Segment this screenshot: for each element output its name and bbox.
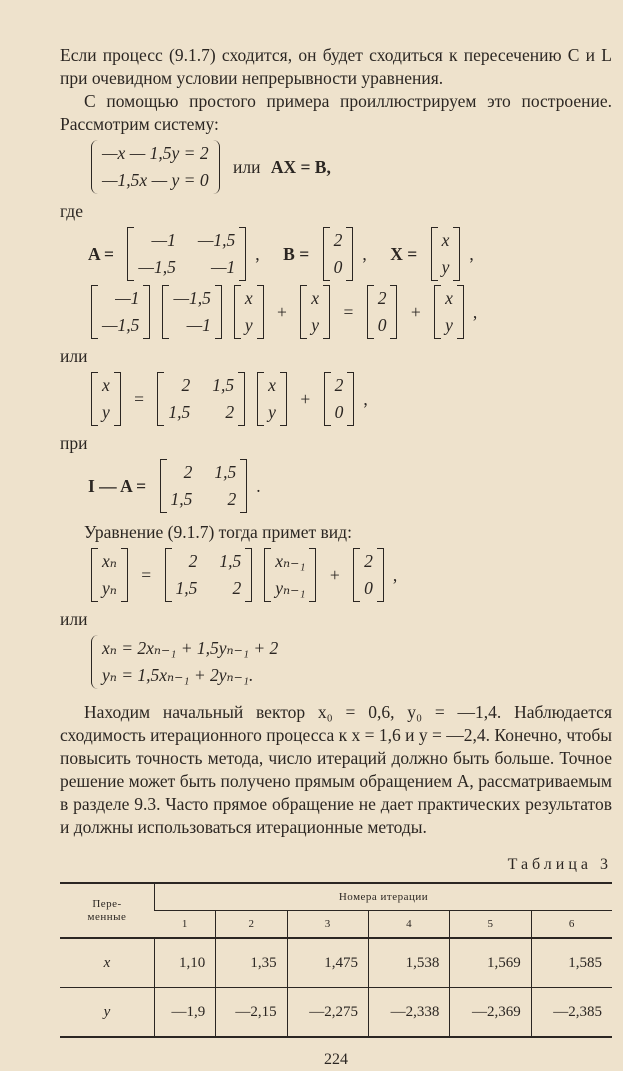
equation-text: + (295, 388, 315, 409)
equation-text: X = (390, 243, 422, 264)
matrix-cell: y (441, 257, 450, 277)
bracket-left (91, 635, 98, 689)
table-cell: —2,275 (287, 988, 368, 1038)
matrix-cells (98, 140, 213, 194)
header-iteration-6: 6 (531, 911, 612, 939)
matrix-cell: 1,5 (170, 489, 193, 509)
bracket-left (165, 548, 172, 602)
word-or-2: или (60, 609, 88, 629)
bracket-right (238, 372, 245, 426)
matrix-cell: 2 (225, 402, 235, 422)
table-cell: 1,585 (531, 938, 612, 988)
bracket-left (157, 372, 164, 426)
matrix (165, 548, 253, 602)
matrix (367, 285, 398, 339)
equation-text: , (472, 301, 478, 322)
equation-i-minus-a (88, 459, 612, 513)
bracket-left (264, 548, 271, 602)
equation-text: , (362, 243, 385, 264)
bracket-left (367, 285, 374, 339)
word-or-1: или (60, 346, 88, 366)
bracket-right (309, 548, 316, 602)
table-caption: Таблица 3 (507, 856, 612, 873)
matrix-cells (241, 285, 257, 339)
table-cell: —1,9 (155, 988, 216, 1038)
matrix-cell: 0 (377, 315, 387, 335)
bracket-left (91, 548, 98, 602)
bracket-left (160, 459, 167, 513)
matrix (160, 459, 248, 513)
equation-text: , (255, 243, 278, 264)
matrix-cells (172, 548, 246, 602)
matrix-cells (164, 372, 238, 426)
matrix-cells (134, 227, 239, 281)
matrix-cells (98, 548, 121, 602)
header-iteration-2: 2 (216, 911, 287, 939)
bracket-right (143, 285, 150, 339)
paragraph-convergence: Если процесс (9.1.7) сходится, он будет сходиться к пересечению C и L при очевидном условии непрерывности уравнения. (60, 45, 612, 88)
matrix (91, 548, 128, 602)
matrix (431, 227, 461, 281)
bracket-left (91, 372, 98, 426)
matrix-cell: 2 (334, 375, 344, 395)
iteration-table (60, 882, 612, 1038)
paragraph-example: С помощью простого примера проиллюстрируем это построение. Рассмотрим систему: (60, 91, 612, 134)
table-cell: 1,569 (450, 938, 531, 988)
matrix-cells (374, 285, 391, 339)
equation-text: B = (283, 243, 314, 264)
matrix-cell: 2 (227, 489, 237, 509)
table-cell: 1,538 (368, 938, 449, 988)
matrix-cell: yₙ₋₁ (275, 578, 306, 598)
bracket-left (234, 285, 241, 339)
matrix-cell: y (244, 315, 253, 335)
table-cell: —2,385 (531, 988, 612, 1038)
matrix-cells (330, 227, 347, 281)
paragraph-equation-form: Уравнение (9.1.7) тогда примет вид: (84, 522, 352, 542)
bracket-left (300, 285, 307, 339)
table-cell: —2,15 (216, 988, 287, 1038)
matrix-cell: —1,5 (102, 315, 140, 335)
bracket-right (257, 285, 264, 339)
page-number: 224 (324, 1051, 348, 1068)
matrix-cell: 2 (181, 375, 191, 395)
equation-text: A = (88, 243, 119, 264)
matrix-cell: —1 (210, 257, 236, 277)
matrix-cells (98, 635, 282, 689)
bracket-left (257, 372, 264, 426)
bracket-left (162, 285, 169, 339)
matrix-cell: y (102, 402, 110, 422)
equation-text: AX = B, (270, 156, 331, 177)
matrix-cell: 1,5 (175, 578, 198, 598)
equation-system (88, 140, 612, 194)
matrix-cell: x (244, 288, 253, 308)
bracket-right (282, 635, 288, 689)
matrix-cell: —x — 1,5y = 2 (102, 143, 209, 163)
matrix-cell: x (441, 230, 450, 250)
header-variables: Пере- менные (87, 897, 127, 923)
bracket-right (377, 548, 384, 602)
bracket-left (91, 140, 98, 194)
equation-expanded (88, 285, 612, 339)
matrix (323, 227, 354, 281)
equation-definitions (88, 227, 612, 281)
bracket-left (323, 227, 330, 281)
equation-iteration (88, 372, 612, 426)
bracket-right (215, 285, 222, 339)
bracket-right (457, 285, 464, 339)
equation-scalar (88, 635, 612, 689)
bracket-right (245, 548, 252, 602)
table-cell: 1,475 (287, 938, 368, 988)
equation-text: + (272, 301, 292, 322)
bracket-left (91, 285, 98, 339)
bracket-right (346, 227, 353, 281)
matrix-cells (360, 548, 377, 602)
matrix-cell: —1 (186, 315, 211, 335)
matrix-cells (167, 459, 241, 513)
matrix-cell: x (445, 288, 453, 308)
matrix-cell: 2 (188, 551, 198, 571)
header-iteration-5: 5 (450, 911, 531, 939)
equation-text: = (339, 301, 358, 322)
matrix-cell: yₙ = 1,5xₙ₋₁ + 2yₙ₋₁. (102, 665, 254, 685)
bracket-right (213, 140, 220, 194)
equation-text: , (363, 388, 368, 409)
bracket-left (127, 227, 134, 281)
equation-text: + (406, 301, 426, 322)
matrix (257, 372, 287, 426)
table-row (60, 988, 612, 1038)
bracket-right (114, 372, 121, 426)
matrix-cells (307, 285, 323, 339)
matrix-cell: —1,5 (173, 288, 211, 308)
matrix-cell: x (311, 288, 320, 308)
matrix-cell: x (268, 375, 276, 395)
matrix-cell: 1,5 (214, 462, 237, 482)
book-page (60, 44, 612, 1071)
word-at: при (60, 433, 88, 453)
equation-text: + (325, 564, 345, 585)
equation-text: или (228, 156, 265, 177)
header-iteration-4: 4 (368, 911, 449, 939)
matrix-cell: 0 (333, 257, 343, 277)
matrix (324, 372, 355, 426)
row-variable: x (103, 954, 111, 971)
matrix-cell: —1,5x — y = 0 (102, 170, 209, 190)
equation-text: I — A = (88, 475, 151, 496)
header-iteration-3: 3 (287, 911, 368, 939)
matrix (234, 285, 264, 339)
bracket-right (347, 372, 354, 426)
matrix-cell: 2 (333, 230, 343, 250)
matrix-cell: 2 (364, 551, 373, 571)
matrix-cell: 0 (364, 578, 373, 598)
table-cell: —2,338 (368, 988, 449, 1038)
bracket-right (280, 372, 287, 426)
bracket-left (431, 227, 438, 281)
equation-text: , (392, 564, 398, 585)
matrix-cell: x (102, 375, 110, 395)
matrix (127, 227, 246, 281)
matrix-cell: xₙ (102, 551, 117, 571)
matrix-cell: y (268, 402, 276, 422)
equation-text: = (129, 388, 149, 409)
matrix-cell: y (311, 315, 320, 335)
matrix-cells (438, 227, 454, 281)
matrix-cell: 2 (232, 578, 242, 598)
matrix (264, 548, 316, 602)
table-cell: —2,369 (450, 988, 531, 1038)
matrix-cell: —1,5 (138, 257, 176, 277)
paragraph-result: Находим начальный вектор x₀ = 0,6, y₀ = —1,4. Наблюдается сходимость итерационного процесса к x = 1,6 и y = —2,4. Конечно, чтобы повысить точность метода, число итераций должно быть больше. Точное решение может быть получено прямым обращением A, рассматриваемым в разделе 9.3. Часто прямое обращение не дает практических результатов и должны использоваться итерационные методы. (60, 702, 612, 837)
header-iteration-numbers: Номера итерации (155, 883, 613, 911)
bracket-right (390, 285, 397, 339)
matrix-cell: 1,5 (168, 402, 191, 422)
matrix (91, 372, 121, 426)
matrix-cell: 2 (377, 288, 387, 308)
equation-text: = (136, 564, 156, 585)
matrix-cell: —1 (151, 230, 176, 250)
matrix (162, 285, 221, 339)
matrix (91, 635, 288, 689)
matrix-cells (98, 372, 114, 426)
table-cell: 1,10 (155, 938, 216, 988)
matrix-cell: 1,5 (212, 375, 235, 395)
matrix-cells (169, 285, 214, 339)
matrix (91, 140, 220, 194)
matrix-cell: —1 (115, 288, 140, 308)
matrix (91, 285, 150, 339)
header-iteration-1: 1 (181, 917, 188, 930)
matrix-cells (331, 372, 348, 426)
bracket-right (323, 285, 330, 339)
table-cell: 1,35 (216, 938, 287, 988)
matrix-cell: xₙ₋₁ (275, 551, 306, 571)
bracket-left (353, 548, 360, 602)
bracket-right (239, 227, 246, 281)
bracket-right (453, 227, 460, 281)
matrix-cell: yₙ (102, 578, 117, 598)
equation-recurrence (88, 548, 612, 602)
equation-text: , (469, 243, 474, 264)
bracket-right (121, 548, 128, 602)
matrix-cell: 1,5 (219, 551, 242, 571)
matrix-cell: xₙ = 2xₙ₋₁ + 1,5yₙ₋₁ + 2 (102, 638, 279, 658)
table-row (60, 938, 612, 988)
matrix-cell: —1,5 (197, 230, 236, 250)
matrix (434, 285, 464, 339)
row-variable: y (103, 1003, 111, 1020)
bracket-left (434, 285, 441, 339)
bracket-left (324, 372, 331, 426)
matrix-cell: y (445, 315, 453, 335)
word-where: где (60, 201, 83, 221)
matrix-cells (271, 548, 309, 602)
matrix (353, 548, 384, 602)
matrix-cells (264, 372, 280, 426)
matrix-cells (441, 285, 457, 339)
bracket-right (240, 459, 247, 513)
matrix (157, 372, 245, 426)
matrix-cell: 2 (183, 462, 193, 482)
equation-text: . (256, 475, 261, 496)
matrix-cell: 0 (334, 402, 344, 422)
matrix (300, 285, 330, 339)
matrix-cells (98, 285, 143, 339)
